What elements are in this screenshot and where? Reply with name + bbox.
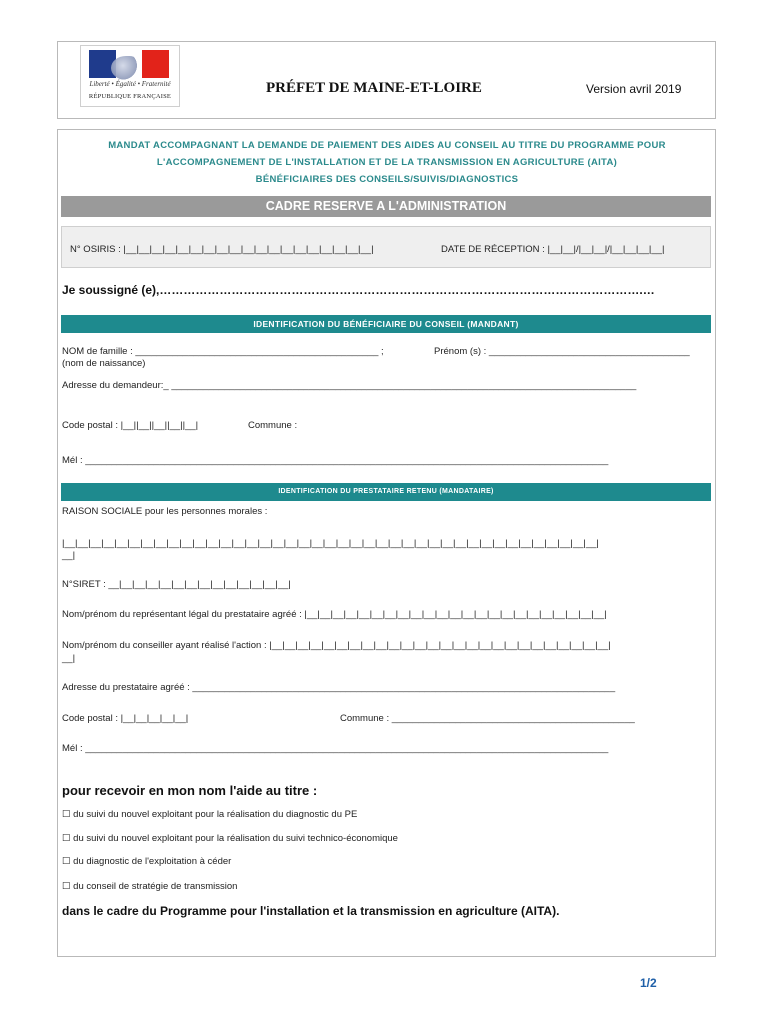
tricolor-flag-icon — [89, 50, 169, 78]
commune-prestataire-field[interactable]: Commune : ______________________________________________ — [340, 713, 635, 724]
mandat-title-line2: L'ACCOMPAGNEMENT DE L'INSTALLATION ET DE LA TRANSMISSION EN AGRICULTURE (AITA) — [156, 157, 618, 168]
prenom-field[interactable]: Prénom (s) : ______________________________________ — [434, 346, 690, 357]
option-diagnostic-pe[interactable] — [62, 809, 357, 820]
option-label: du suivi du nouvel exploitant pour la réalisation du diagnostic du PE — [73, 809, 358, 820]
prefet-title: PRÉFET DE MAINE-ET-LOIRE — [266, 80, 482, 96]
checkbox-icon[interactable]: ☐ — [62, 881, 71, 892]
adresse-prestataire-field[interactable]: Adresse du prestataire agréé : ________________________________________________________________________________ — [62, 682, 616, 693]
option-label: du conseil de stratégie de transmission — [73, 881, 238, 892]
representant-field[interactable]: Nom/prénom du représentant légal du prestataire agréé : |__|__|__|__|__|__|__|__|__|__|__|__|__|__|__|__|__|__|__|__|__|__|__| — [62, 609, 607, 620]
conseiller-field-cont[interactable]: __| — [62, 653, 76, 664]
beneficiaire-band: IDENTIFICATION DU BÉNÉFICIAIRE DU CONSEIL (MANDANT) — [61, 315, 711, 333]
option-diagnostic-ceder[interactable] — [62, 856, 231, 867]
option-label: du diagnostic de l'exploitation à céder — [73, 856, 232, 867]
option-suivi-technico[interactable] — [62, 833, 398, 844]
mel-prestataire-field[interactable]: Mél : ___________________________________________________________________________________________________ — [62, 743, 609, 754]
page-number: 1/2 — [640, 976, 657, 990]
conseiller-field[interactable]: Nom/prénom du conseiller ayant réalisé l'action : |__|__|__|__|__|__|__|__|__|__|__|__|__|__|__|__|__|__|__|__|__|__|__|__|__|__| — [62, 640, 611, 651]
nom-field[interactable]: NOM de famille : ______________________________________________ ; — [62, 346, 384, 357]
logo-republic: RÉPUBLIQUE FRANÇAISE — [88, 93, 172, 100]
code-postal-field[interactable]: Code postal : |__||__||__||__||__| — [62, 420, 199, 431]
logo-motto: Liberté • Égalité • Fraternité — [89, 80, 171, 88]
mel-field[interactable]: Mél : ___________________________________________________________________________________________________ — [62, 455, 609, 466]
prestataire-band: IDENTIFICATION DU PRESTATAIRE RETENU (MANDATAIRE) — [61, 483, 711, 501]
adresse-demandeur-field[interactable]: Adresse du demandeur:_ ________________________________________________________________________________________ — [62, 380, 637, 391]
code-postal-prestataire-field[interactable]: Code postal : |__|__|__|__|__| — [62, 713, 189, 724]
mandat-title-line3: BÉNÉFICIAIRES DES CONSEILS/SUIVIS/DIAGNOSTICS — [255, 174, 519, 185]
checkbox-icon[interactable]: ☐ — [62, 809, 71, 820]
checkbox-icon[interactable]: ☐ — [62, 856, 71, 867]
siret-field[interactable]: N°SIRET : __|__|__|__|__|__|__|__|__|__|__|__|__|__| — [62, 579, 291, 590]
raison-sociale-label: RAISON SOCIALE pour les personnes morales : — [62, 506, 268, 517]
checkbox-icon[interactable]: ☐ — [62, 833, 71, 844]
raison-sociale-field-cont[interactable]: __| — [62, 550, 76, 561]
raison-sociale-field[interactable]: |__|__|__|__|__|__|__|__|__|__|__|__|__|__|__|__|__|__|__|__|__|__|__|__|__|__|__|__|__|__|__|__|__|__|__|__|__|__|__|__|__| — [62, 538, 599, 549]
cadre-aita-text: dans le cadre du Programme pour l'installation et la transmission en agriculture (AITA). — [62, 904, 560, 918]
admin-banner: CADRE RESERVE A L'ADMINISTRATION — [61, 196, 711, 217]
reception-date-field[interactable]: DATE DE RÉCEPTION : |__|__|/|__|__|/|__|__|__|__| — [441, 244, 665, 255]
option-label: du suivi du nouvel exploitant pour la réalisation du suivi technico-économique — [73, 833, 398, 844]
mandat-title-line1: MANDAT ACCOMPAGNANT LA DEMANDE DE PAIEMENT DES AIDES AU CONSEIL AU TITRE DU PROGRAMME POUR — [108, 140, 666, 151]
recevoir-heading: pour recevoir en mon nom l'aide au titre : — [62, 783, 318, 798]
version-label: Version avril 2019 — [586, 82, 682, 96]
osiris-field[interactable]: N° OSIRIS : |__|__|__|__|__|__|__|__|__|__|__|__|__|__|__|__|__|__|__| — [70, 244, 374, 255]
soussigne-line[interactable]: Je soussigné (e),………………………………………………………………………………………………………….… — [62, 283, 655, 297]
option-conseil-transmission[interactable] — [62, 881, 237, 892]
nom-naissance-label: (nom de naissance) — [62, 358, 146, 369]
marianne-logo — [80, 45, 180, 107]
commune-field[interactable]: Commune : — [248, 420, 298, 431]
